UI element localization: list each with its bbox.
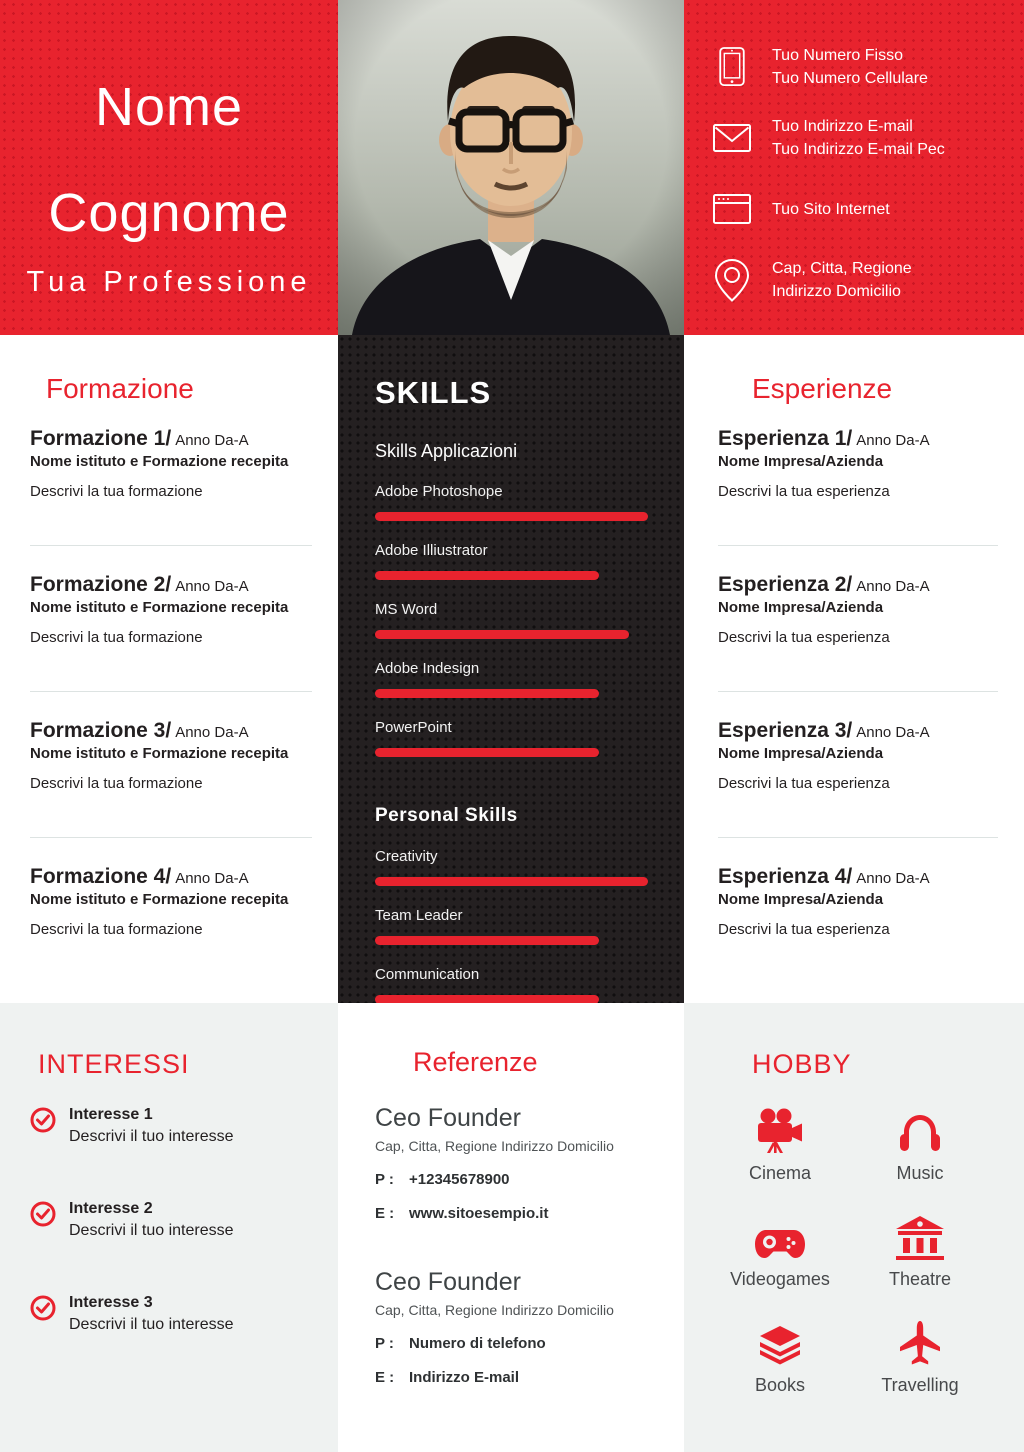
reference-name: Ceo Founder <box>375 1104 521 1132</box>
hobby-title: HOBBY <box>752 1049 852 1079</box>
entry-description: Descrivi la tua esperienza <box>718 629 890 647</box>
skill-item <box>375 601 648 639</box>
theatre-icon <box>850 1210 990 1260</box>
hobby-grid <box>710 1104 1024 1396</box>
reference-phone <box>375 1335 684 1352</box>
check-circle-icon <box>30 1295 56 1321</box>
skill-bar <box>375 571 648 580</box>
entry-heading <box>718 573 998 596</box>
reference-email <box>375 1205 684 1222</box>
entry-description: Descrivi la tua formazione <box>30 629 203 647</box>
skill-name: MS Word <box>375 601 438 618</box>
entry-description: Descrivi la tua formazione <box>30 775 203 793</box>
section-formazione <box>0 335 338 1004</box>
profession: Tua Professione <box>26 266 312 298</box>
section-hobby <box>684 1003 1024 1452</box>
hobby-travelling <box>850 1316 990 1396</box>
formazione-entries <box>0 405 338 938</box>
location-icon <box>710 257 754 303</box>
reference-address: Cap, Citta, Regione Indirizzo Domicilio <box>375 1302 614 1318</box>
interesse-description: Descrivi il tuo interesse <box>69 1128 234 1145</box>
entry-description: Descrivi la tua formazione <box>30 921 203 939</box>
esperienze-entries <box>684 405 1024 938</box>
skill-level-fill <box>375 512 648 521</box>
skills-app-group-label: Skills Applicazioni <box>375 441 518 461</box>
middle-band <box>0 335 1024 1003</box>
interesse-item <box>30 1200 338 1240</box>
esperienze-title: Esperienze <box>752 373 893 404</box>
contact-line: Tuo Numero Cellulare <box>772 70 928 87</box>
interessi-title: INTERESSI <box>38 1049 190 1079</box>
entry-description: Descrivi la tua esperienza <box>718 775 890 793</box>
email-icon <box>710 115 754 161</box>
skills-personal-group-label: Personal Skills <box>375 805 518 826</box>
esperienza-entry <box>718 865 998 938</box>
skill-bar <box>375 512 648 521</box>
entry-heading <box>718 427 998 450</box>
skill-bar <box>375 936 648 945</box>
divider <box>30 691 312 692</box>
hobby-music <box>850 1104 990 1184</box>
entry-description: Descrivi la tua esperienza <box>718 921 890 939</box>
interesse-text <box>69 1200 234 1240</box>
bottom-band <box>0 1003 1024 1452</box>
divider <box>30 837 312 838</box>
entry-name: Formazione 2/ <box>30 573 172 597</box>
interesse-title: Interesse 3 <box>69 1294 153 1311</box>
entry-description: Descrivi la tua formazione <box>30 483 203 501</box>
section-skills <box>338 335 684 1004</box>
interesse-item <box>30 1294 338 1334</box>
skill-bar <box>375 877 648 886</box>
contact-email <box>710 115 1024 161</box>
contact-line: Tuo Indirizzo E-mail Pec <box>772 141 945 158</box>
contact-line: Tuo Numero Fisso <box>772 47 903 64</box>
skill-item <box>375 660 648 698</box>
skill-level-fill <box>375 630 629 639</box>
email-value: Indirizzo E-mail <box>409 1369 520 1386</box>
formazione-entry <box>30 427 312 500</box>
skill-level-fill <box>375 571 599 580</box>
videogames-icon <box>710 1210 850 1260</box>
interesse-text <box>69 1106 234 1146</box>
skill-level-fill <box>375 748 599 757</box>
interesse-text <box>69 1294 234 1334</box>
entry-name: Esperienza 1/ <box>718 427 853 450</box>
skill-name: PowerPoint <box>375 719 452 736</box>
section-referenze <box>338 1003 684 1452</box>
skill-item <box>375 542 648 580</box>
hobby-books <box>710 1316 850 1396</box>
reference-address: Cap, Citta, Regione Indirizzo Domicilio <box>375 1138 614 1154</box>
entry-name: Esperienza 4/ <box>718 865 853 889</box>
entry-subtitle: Nome Impresa/Azienda <box>718 891 884 909</box>
hobby-label: Videogames <box>730 1269 830 1289</box>
contact-website <box>710 186 1024 232</box>
entry-period: Anno Da-A <box>175 724 249 742</box>
website-icon <box>710 186 754 232</box>
entry-name: Formazione 4/ <box>30 865 172 889</box>
skill-name: Creativity <box>375 848 438 865</box>
divider <box>30 545 312 546</box>
entry-period: Anno Da-A <box>175 432 249 449</box>
entry-description: Descrivi la tua esperienza <box>718 483 890 501</box>
section-interessi <box>0 1003 338 1452</box>
entry-name: Esperienza 2/ <box>718 573 853 597</box>
skill-bar <box>375 630 648 639</box>
hobby-cinema <box>710 1104 850 1184</box>
hobby-label: Cinema <box>748 1163 812 1183</box>
entry-subtitle: Nome Impresa/Azienda <box>718 599 884 617</box>
contact-phone-text <box>772 44 928 90</box>
contact-line: Tuo Indirizzo E-mail <box>772 118 913 135</box>
interesse-title: Interesse 2 <box>69 1200 153 1217</box>
contact-address-text <box>772 257 912 303</box>
entry-heading <box>30 719 312 742</box>
skill-bar <box>375 748 648 757</box>
skill-item <box>375 719 648 757</box>
email-value: www.sitoesempio.it <box>409 1205 549 1222</box>
interessi-items <box>38 1106 338 1334</box>
skill-level-fill <box>375 689 599 698</box>
contact-email-text <box>772 115 945 161</box>
referenze-title: Referenze <box>413 1047 538 1077</box>
entry-name: Formazione 1/ <box>30 427 172 450</box>
skill-name: Team Leader <box>375 907 463 924</box>
formazione-entry <box>30 865 312 938</box>
skills-title: SKILLS <box>375 375 492 410</box>
contact-line: Indirizzo Domicilio <box>772 283 901 300</box>
skill-name: Adobe Indesign <box>375 660 480 677</box>
contact-line: Cap, Citta, Regione <box>772 260 912 277</box>
entry-period: Anno Da-A <box>175 578 249 596</box>
divider <box>718 837 998 838</box>
interesse-title: Interesse 1 <box>69 1106 153 1123</box>
divider <box>718 545 998 546</box>
entry-period: Anno Da-A <box>856 724 930 742</box>
formazione-entry <box>30 573 312 646</box>
reference-entry <box>375 1104 684 1222</box>
entry-heading <box>718 719 998 742</box>
cinema-icon <box>710 1104 850 1154</box>
check-circle-icon <box>30 1107 56 1133</box>
hobby-label: Travelling <box>881 1375 959 1395</box>
entry-subtitle: Nome Impresa/Azienda <box>718 453 884 471</box>
name-block <box>0 0 338 335</box>
entry-name: Formazione 3/ <box>30 719 172 743</box>
section-esperienze <box>684 335 1024 1004</box>
hobby-label: Music <box>896 1163 944 1183</box>
reference-name: Ceo Founder <box>375 1268 521 1296</box>
hobby-label: Theatre <box>888 1269 952 1289</box>
skill-level-fill <box>375 877 648 886</box>
entry-heading <box>30 427 312 450</box>
reference-email <box>375 1369 684 1386</box>
entry-subtitle: Nome Impresa/Azienda <box>718 745 884 763</box>
esperienza-entry <box>718 427 998 500</box>
entry-heading <box>718 865 998 888</box>
skill-item <box>375 966 648 1004</box>
email-label: E : <box>375 1205 395 1222</box>
email-label: E : <box>375 1369 395 1386</box>
entry-subtitle: Nome istituto e Formazione recepita <box>30 891 289 909</box>
contact-line: Tuo Sito Internet <box>772 200 890 218</box>
phone-value: Numero di telefono <box>409 1335 546 1352</box>
reference-phone <box>375 1171 684 1188</box>
reference-entry <box>375 1268 684 1386</box>
music-icon <box>850 1104 990 1154</box>
header-band <box>0 0 1024 335</box>
entry-name: Esperienza 3/ <box>718 719 853 743</box>
phone-label: P : <box>375 1335 394 1352</box>
hobby-label: Books <box>754 1375 806 1395</box>
phone-value: +12345678900 <box>409 1171 510 1188</box>
entry-period: Anno Da-A <box>856 432 930 449</box>
check-circle-icon <box>30 1201 56 1227</box>
esperienza-entry <box>718 719 998 792</box>
divider <box>718 691 998 692</box>
esperienza-entry <box>718 573 998 646</box>
contact-address <box>710 257 1024 303</box>
first-name: Nome <box>94 77 244 137</box>
phone-icon <box>710 44 754 90</box>
entry-subtitle: Nome istituto e Formazione recepita <box>30 745 289 763</box>
formazione-entry <box>30 719 312 792</box>
books-icon <box>710 1316 850 1366</box>
phone-label: P : <box>375 1171 394 1188</box>
skill-item <box>375 483 648 521</box>
interesse-description: Descrivi il tuo interesse <box>69 1316 234 1333</box>
skill-bar <box>375 689 648 698</box>
skill-item <box>375 848 648 886</box>
contact-panel <box>684 0 1024 335</box>
hobby-theatre <box>850 1210 990 1290</box>
contact-phone <box>710 44 1024 90</box>
skill-name: Communication <box>375 966 480 983</box>
skill-level-fill <box>375 936 599 945</box>
interesse-description: Descrivi il tuo interesse <box>69 1222 234 1239</box>
skill-name: Adobe Illiustrator <box>375 542 488 559</box>
formazione-title: Formazione <box>46 373 194 404</box>
entry-period: Anno Da-A <box>856 578 930 596</box>
entry-subtitle: Nome istituto e Formazione recepita <box>30 599 289 617</box>
interesse-item <box>30 1106 338 1146</box>
entry-heading <box>30 573 312 596</box>
hobby-videogames <box>710 1210 850 1290</box>
contact-website-text <box>772 198 890 221</box>
skill-name: Adobe Photoshope <box>375 483 503 500</box>
entry-period: Anno Da-A <box>856 870 930 888</box>
entry-period: Anno Da-A <box>175 870 249 888</box>
profile-photo <box>338 0 684 335</box>
entry-heading <box>30 865 312 888</box>
last-name: Cognome <box>48 183 290 243</box>
travelling-icon <box>850 1316 990 1366</box>
entry-subtitle: Nome istituto e Formazione recepita <box>30 453 289 471</box>
skill-item <box>375 907 648 945</box>
profile-photo-illustration <box>338 0 684 335</box>
